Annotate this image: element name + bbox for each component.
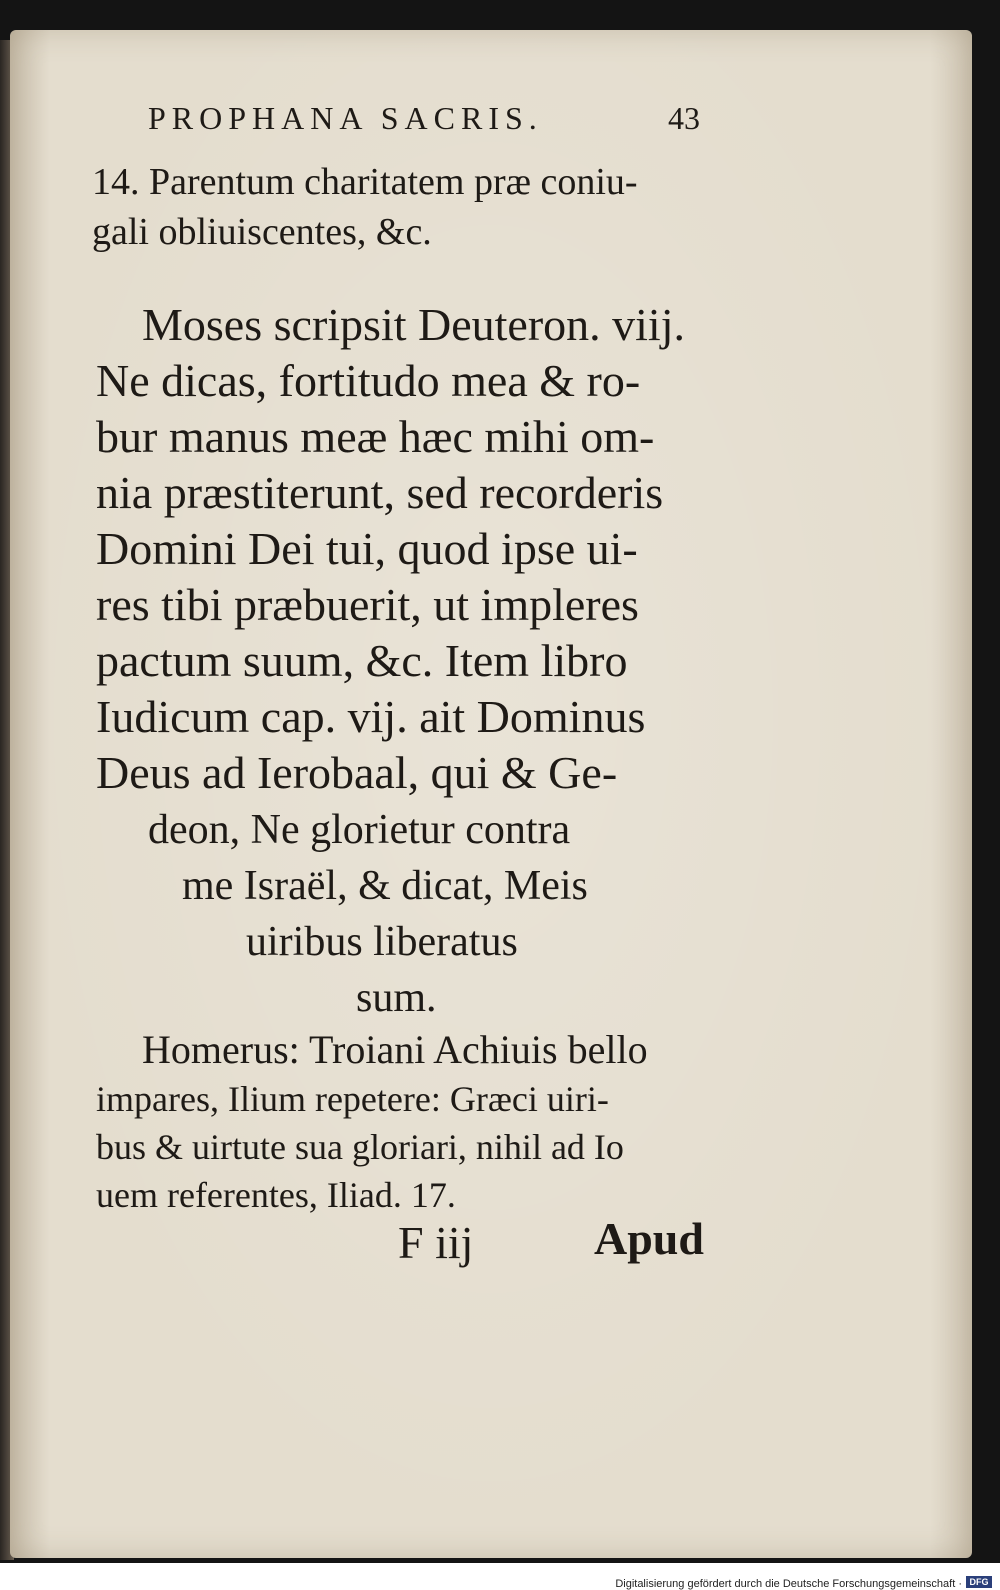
main-line: Moses scripsit Deuteron. viij. xyxy=(142,299,685,350)
funding-credit: Digitalisierung gefördert durch die Deutsche Forschungsgemeinschaft · xyxy=(615,1578,962,1590)
heading-line: 14. Parentum charitatem præ coniu- xyxy=(92,161,638,203)
centered-line: sum. xyxy=(356,975,437,1021)
main-line: Domini Dei tui, quod ipse ui- xyxy=(96,523,638,574)
catchword: Apud xyxy=(594,1213,704,1264)
main-line: nia præstiterunt, sed recorderis xyxy=(96,467,664,518)
main-line: Iudicum cap. vij. ait Dominus xyxy=(96,691,646,742)
main-line: bur manus meæ hæc mihi om- xyxy=(96,411,655,462)
homer-line: uem referentes, Iliad. 17. xyxy=(96,1175,456,1215)
running-head: PROPHANA SACRIS. xyxy=(148,100,543,136)
heading-line: gali obliuiscentes, &c. xyxy=(92,211,432,253)
homer-line: impares, Ilium repetere: Græci uiri- xyxy=(96,1079,609,1119)
main-line: res tibi præbuerit, ut impleres xyxy=(96,579,639,630)
centered-line: uiribus liberatus xyxy=(246,919,518,965)
centered-line: me Israël, & dicat, Meis xyxy=(182,863,588,909)
main-line: Ne dicas, fortitudo mea & ro- xyxy=(96,355,641,406)
centered-line: deon, Ne glorietur contra xyxy=(148,807,571,853)
dfg-logo-icon: DFG xyxy=(966,1576,992,1588)
page-number: 43 xyxy=(668,100,700,136)
main-line: pactum suum, &c. Item libro xyxy=(96,635,628,686)
main-line: Deus ad Ierobaal, qui & Ge- xyxy=(96,747,618,798)
homer-line: Homerus: Troiani Achiuis bello xyxy=(142,1027,648,1072)
signature-mark: F iij xyxy=(398,1217,474,1268)
homer-line: bus & uirtute sua gloriari, nihil ad Io xyxy=(96,1127,624,1167)
